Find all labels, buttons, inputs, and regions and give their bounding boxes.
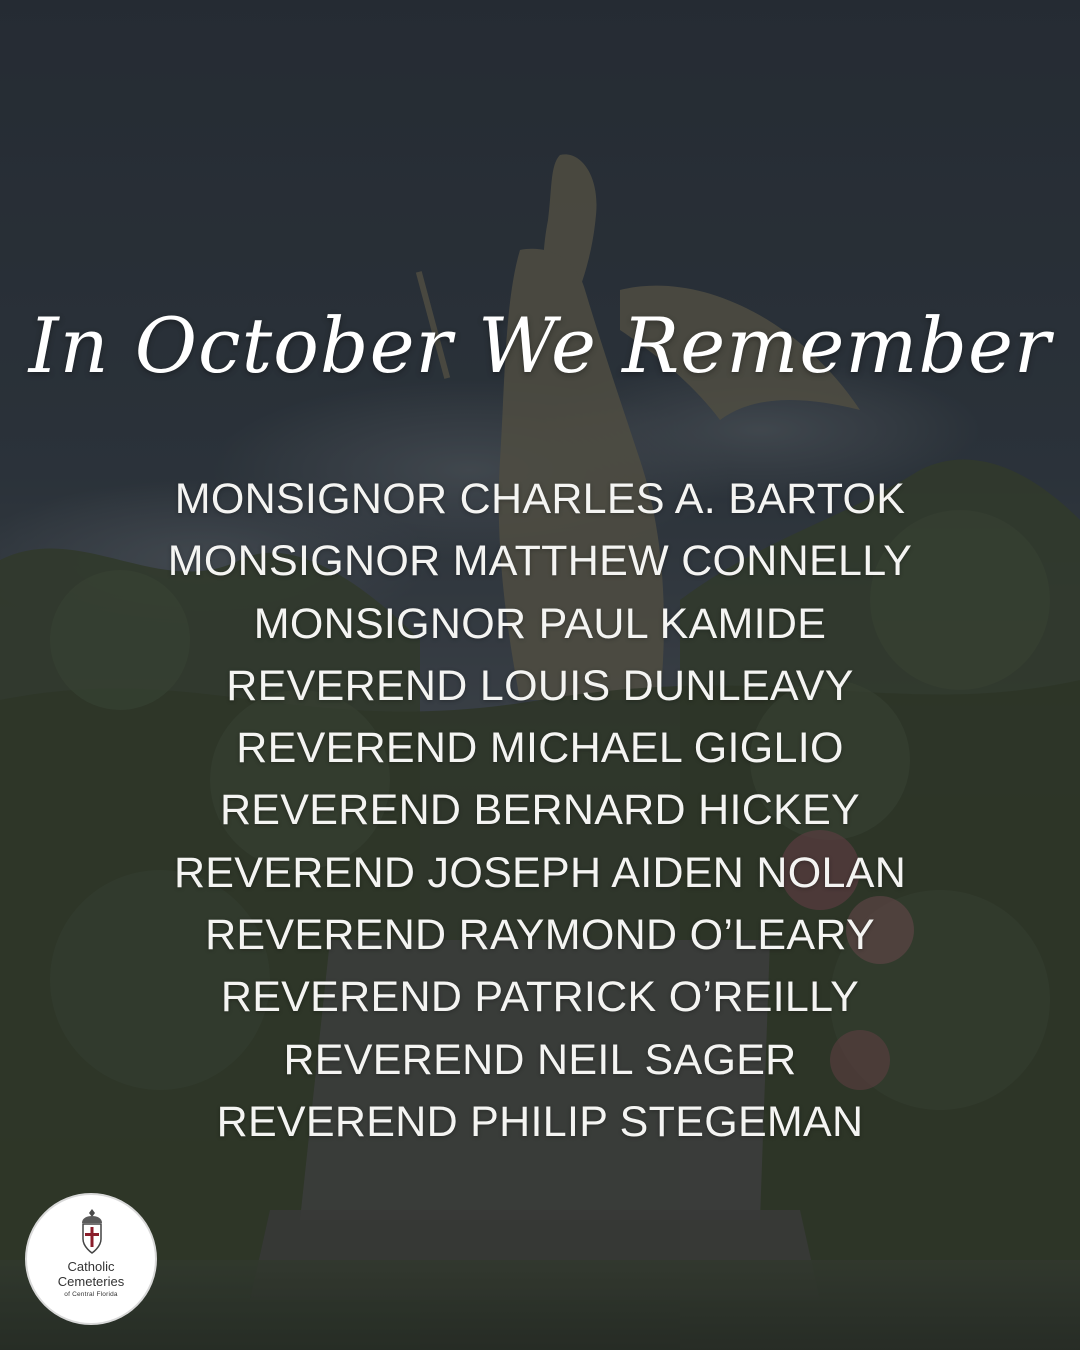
- list-item: REVEREND JOSEPH AIDEN NOLAN: [173, 848, 907, 897]
- list-item: REVEREND LOUIS DUNLEAVY: [226, 661, 854, 710]
- logo-text-catholic: Catholic: [67, 1259, 115, 1274]
- logo-text-cemeteries: Cemeteries: [57, 1274, 125, 1289]
- page-title: In October We Remember: [28, 301, 1052, 390]
- list-item: MONSIGNOR PAUL KAMIDE: [253, 599, 827, 648]
- diocese-crest-icon: [79, 1209, 105, 1255]
- list-item: REVEREND PHILIP STEGEMAN: [216, 1097, 864, 1146]
- list-item: REVEREND BERNARD HICKEY: [219, 786, 861, 835]
- list-item: MONSIGNOR CHARLES A. BARTOK: [174, 475, 906, 523]
- organization-logo: [25, 1193, 157, 1325]
- names-list: [0, 468, 1080, 1153]
- list-item: REVEREND MICHAEL GIGLIO: [236, 724, 844, 773]
- list-item: REVEREND PATRICK O’REILLY: [220, 973, 860, 1022]
- list-item: REVEREND RAYMOND O’LEARY: [205, 911, 875, 960]
- logo-text-location: of Central Florida: [64, 1291, 118, 1298]
- list-item: MONSIGNOR MATTHEW CONNELLY: [167, 537, 913, 586]
- list-item: REVEREND NEIL SAGER: [283, 1035, 797, 1084]
